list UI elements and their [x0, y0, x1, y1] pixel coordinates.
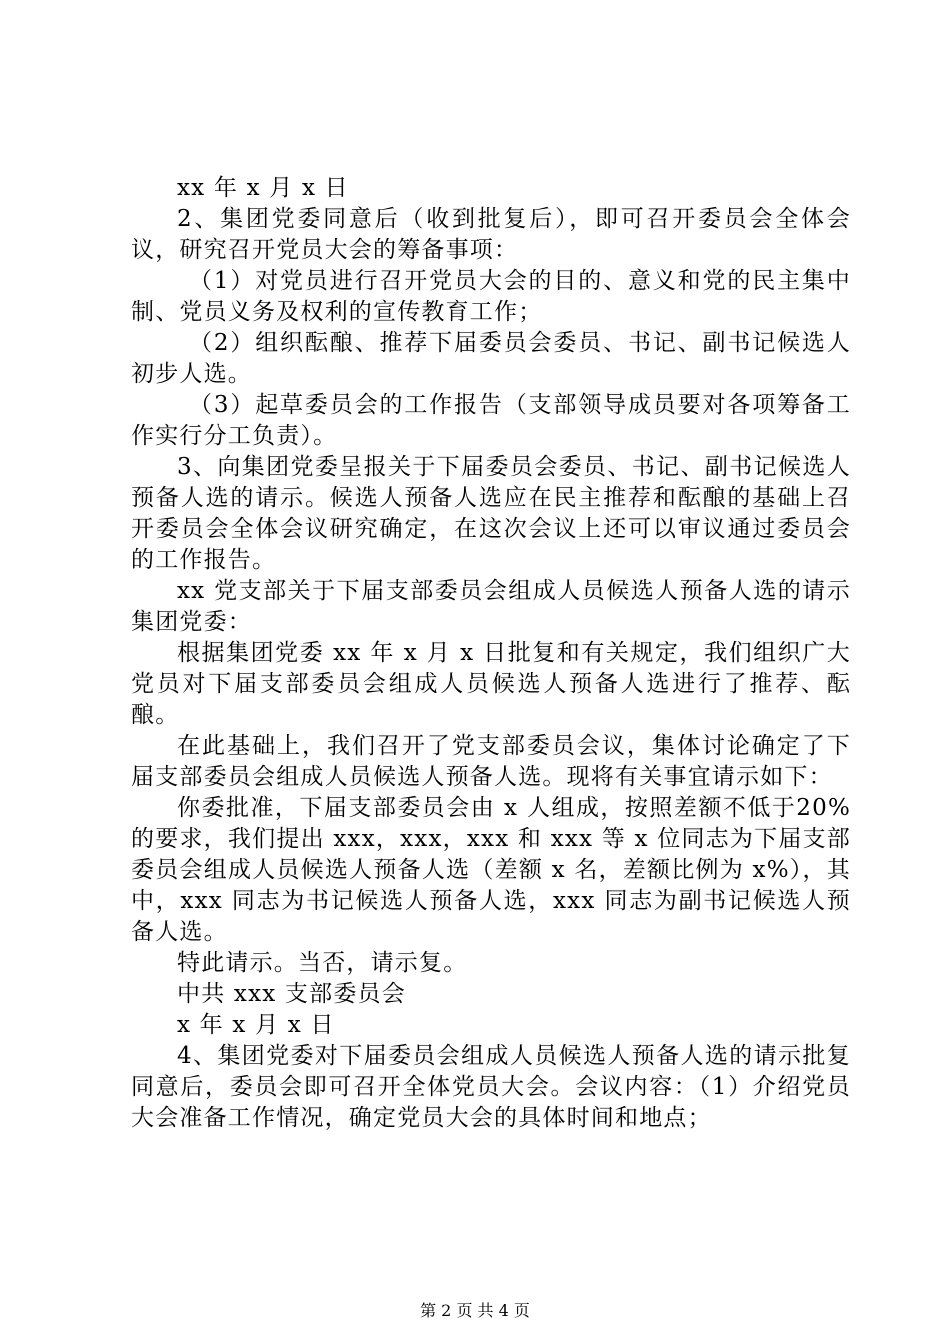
paragraph: 在此基础上，我们召开了党支部委员会议，集体讨论确定了下届支部委员会组成人员候选人预备人选。现将有关事宜请示如下： [131, 733, 851, 790]
paragraph: xx 年 x 月 x 日 [177, 175, 349, 201]
paragraph: （2）组织酝酿、推荐下届委员会委员、书记、副书记候选人初步人选。 [131, 330, 851, 387]
signature-line: 中共 xxx 支部委员会 [177, 981, 406, 1007]
paragraph: 2、集团党委同意后（收到批复后），即可召开委员会全体会议，研究召开党员大会的筹备事项： [131, 206, 851, 263]
paragraph: （1）对党员进行召开党员大会的目的、意义和党的民主集中制、党员义务及权利的宣传教育工作； [131, 268, 851, 325]
page-number-footer: 第 2 页 共 4 页 [420, 1301, 530, 1320]
paragraph: 4、集团党委对下届委员会组成人员候选人预备人选的请示批复同意后，委员会即可召开全体党员大会。会议内容：（1）介绍党员大会准备工作情况，确定党员大会的具体时间和地点； [131, 1043, 851, 1131]
paragraph: 你委批准，下届支部委员会由 x 人组成，按照差额不低于20%的要求，我们提出 xxx，xxx，xxx 和 xxx 等 x 位同志为下届支部委员会组成人员候选人预备人选（差额 x 名，差额比例为 x%），其中，xxx 同志为书记候选人预备人选，xxx 同志为副书记候选人预备人选。 [131, 795, 851, 945]
paragraph: xx 党支部关于下届支部委员会组成人员候选人预备人选的请示集团党委： [131, 578, 851, 635]
paragraph: 3、向集团党委呈报关于下届委员会委员、书记、副书记候选人预备人选的请示。候选人预备人选应在民主推荐和酝酿的基础上召开委员会全体会议研究确定，在这次会议上还可以审议通过委员会的工作报告。 [131, 454, 851, 573]
date-line: x 年 x 月 x 日 [177, 1012, 335, 1038]
paragraph: （3）起草委员会的工作报告（支部领导成员要对各项筹备工作实行分工负责）。 [131, 392, 851, 449]
paragraph: 根据集团党委 xx 年 x 月 x 日批复和有关规定，我们组织广大党员对下届支部委员会组成人员候选人预备人选进行了推荐、酝酿。 [131, 640, 851, 728]
document-body [131, 173, 851, 1134]
paragraph: 特此请示。当否，请示复。 [177, 950, 468, 976]
